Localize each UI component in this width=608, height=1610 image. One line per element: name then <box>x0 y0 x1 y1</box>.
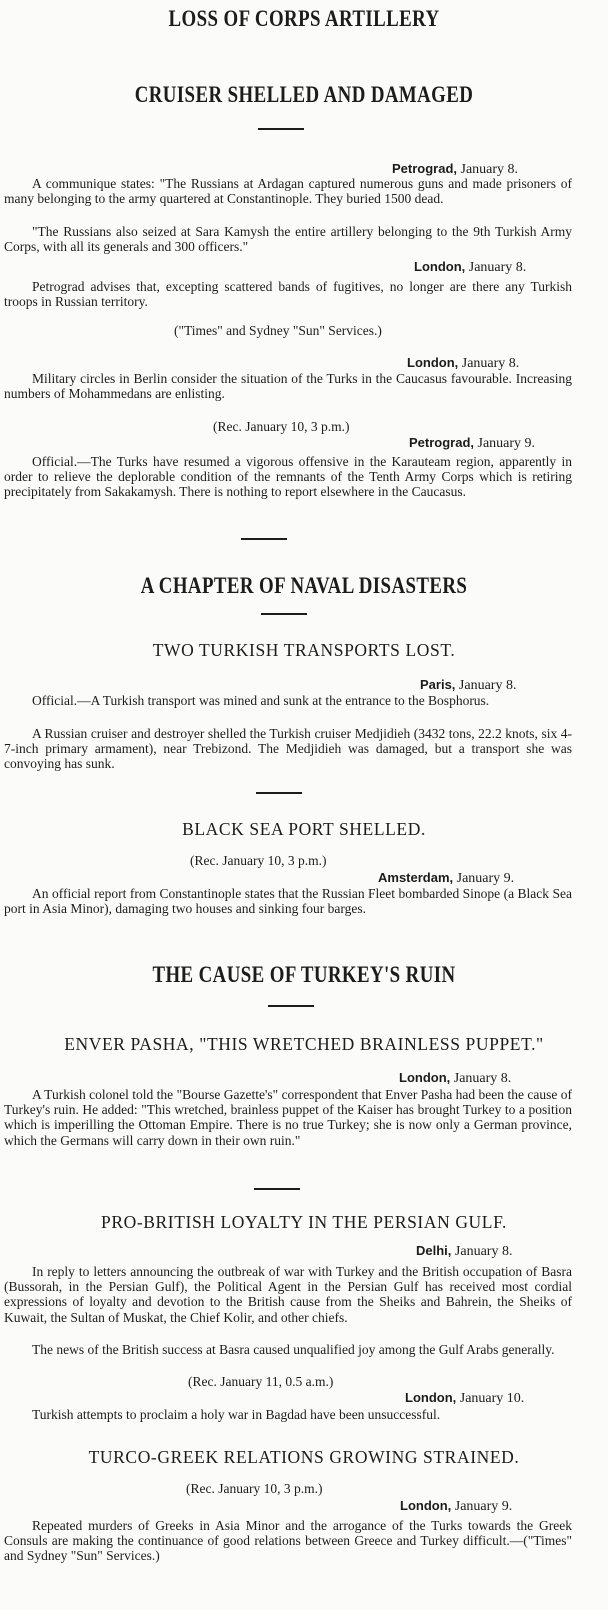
dateline <box>399 1070 511 1087</box>
article-paragraph: An official report from Constantinople states that the Russian Fleet bombarded Sinope (a Black Sea port in Asia Minor), damaging two houses and sinking four barges. <box>4 886 572 917</box>
dateline-date: January 9. <box>456 871 515 886</box>
dateline-place: Amsterdam, <box>378 870 454 885</box>
headline-naval-disasters: A CHAPTER OF NAVAL DISASTERS <box>140 573 468 598</box>
subheadline-persian-gulf: PRO-BRITISH LOYALTY IN THE PERSIAN GULF. <box>100 1212 507 1232</box>
article-paragraph: Petrograd advises that, excepting scattered bands of fugitives, no longer are there any Turkish troops in Russian territory. <box>4 279 572 310</box>
dateline-date: January 8. <box>468 260 527 275</box>
subheadline-cruiser-shelled: CRUISER SHELLED AND DAMAGED <box>134 82 474 107</box>
dateline-place: London, <box>407 355 459 370</box>
dateline <box>400 1498 512 1515</box>
dateline-place: London, <box>414 259 466 274</box>
received-note: (Rec. January 10, 3 p.m.) <box>190 853 327 868</box>
article-paragraph: A Russian cruiser and destroyer shelled the Turkish cruiser Medjidieh (3432 tons, 22.2 knots, six 4-7-inch primary armament), near Trebizond. The Medjidieh was damaged, but a transport she was convoying has sunk. <box>4 726 572 772</box>
article-paragraph: The news of the British success at Basra caused unqualified joy among the Gulf Arabs generally. <box>32 1342 555 1357</box>
article-paragraph: Turkish attempts to proclaim a holy war in Bagdad have been unsuccessful. <box>32 1407 441 1422</box>
dateline <box>405 1390 524 1407</box>
dateline-place: Paris, <box>420 677 456 692</box>
article-paragraph: Official.—The Turks have resumed a vigorous offensive in the Karauteam region, apparently in order to relieve the deplorable condition of the remnants of the Tenth Army Corps which is retiring precipitately from Sakakamysh. There is nothing to report elsewhere in the Caucasus. <box>4 454 572 500</box>
article-paragraph: Military circles in Berlin consider the situation of the Turks in the Caucasus favourable. Increasing numbers of Mohammedans are enlisting. <box>4 371 572 402</box>
dateline-date: January 10. <box>459 1391 525 1406</box>
dateline-place: Delhi, <box>416 1243 452 1258</box>
dateline <box>420 677 516 694</box>
divider <box>258 128 304 130</box>
divider <box>241 538 287 540</box>
services-credit: ("Times" and Sydney "Sun" Services.) <box>174 323 382 338</box>
dateline-date: January 8. <box>454 1244 513 1259</box>
received-note: (Rec. January 10, 3 p.m.) <box>186 1481 323 1496</box>
divider <box>268 1005 314 1007</box>
dateline-place: Petrograd, <box>392 161 458 176</box>
dateline <box>409 435 535 452</box>
headline-turkeys-ruin: THE CAUSE OF TURKEY'S RUIN <box>152 962 456 987</box>
received-note: (Rec. January 10, 3 p.m.) <box>213 419 350 434</box>
dateline <box>378 870 514 887</box>
article-paragraph: A Turkish colonel told the "Bourse Gazette's" correspondent that Enver Pasha had been the cause of Turkey's ruin. He added: "This wretched, brainless puppet of the Kaiser has brought Turkey to a position which is imperilling the Ottoman Empire. There is no true Turkey; she is now only a German province, which the Germans will carry down in their own ruin." <box>4 1087 572 1148</box>
dateline-date: January 8. <box>453 1071 512 1086</box>
divider <box>254 1188 300 1190</box>
dateline <box>407 355 519 372</box>
subheadline-turco-greek: TURCO-GREEK RELATIONS GROWING STRAINED. <box>88 1447 520 1467</box>
subheadline-enver-pasha: ENVER PASHA, "THIS WRETCHED BRAINLESS PUPPET." <box>64 1034 544 1054</box>
article-paragraph: In reply to letters announcing the outbreak of war with Turkey and the British occupation of Basra (Bussorah, in the Persian Gulf), the Political Agent in the Persian Gulf has received most cordial expressions of loyalty and devotion to the British cause from the Sheiks and Bahrein, the Sheiks of Kuwait, the Sultan of Muskat, the Chief Kolir, and other chiefs. <box>4 1264 572 1325</box>
article-paragraph: Repeated murders of Greeks in Asia Minor and the arrogance of the Turks towards the Greek Consuls are making the continuance of good relations between Greece and Turkey difficult.—("Times" and Sydney "Sun" Services.) <box>4 1518 572 1564</box>
received-note: (Rec. January 11, 0.5 a.m.) <box>188 1374 334 1389</box>
subheadline-two-transports: TWO TURKISH TRANSPORTS LOST. <box>152 640 456 660</box>
article-paragraph: "The Russians also seized at Sara Kamysh the entire artillery belonging to the 9th Turkish Army Corps, with all its generals and 300 officers." <box>4 224 572 255</box>
dateline-place: London, <box>400 1498 452 1513</box>
dateline <box>414 259 526 276</box>
dateline-date: January 8. <box>461 356 520 371</box>
dateline-date: January 8. <box>460 162 519 177</box>
dateline-place: Petrograd, <box>409 435 475 450</box>
divider <box>256 792 302 794</box>
headline-loss-of-corps-artillery: LOSS OF CORPS ARTILLERY <box>168 6 440 31</box>
divider <box>261 613 307 615</box>
dateline-place: London, <box>405 1390 457 1405</box>
dateline-date: January 9. <box>477 436 536 451</box>
dateline <box>416 1243 512 1260</box>
article-paragraph: A communique states: "The Russians at Ardagan captured numerous guns and made prisoners of many belonging to the army quartered at Constantinople. They buried 1500 dead. <box>4 176 572 207</box>
dateline-place: London, <box>399 1070 451 1085</box>
subheadline-black-sea-port: BLACK SEA PORT SHELLED. <box>182 819 426 839</box>
article-paragraph: Official.—A Turkish transport was mined and sunk at the entrance to the Bosphorus. <box>32 693 490 708</box>
dateline-date: January 9. <box>454 1499 513 1514</box>
dateline-date: January 8. <box>458 678 517 693</box>
